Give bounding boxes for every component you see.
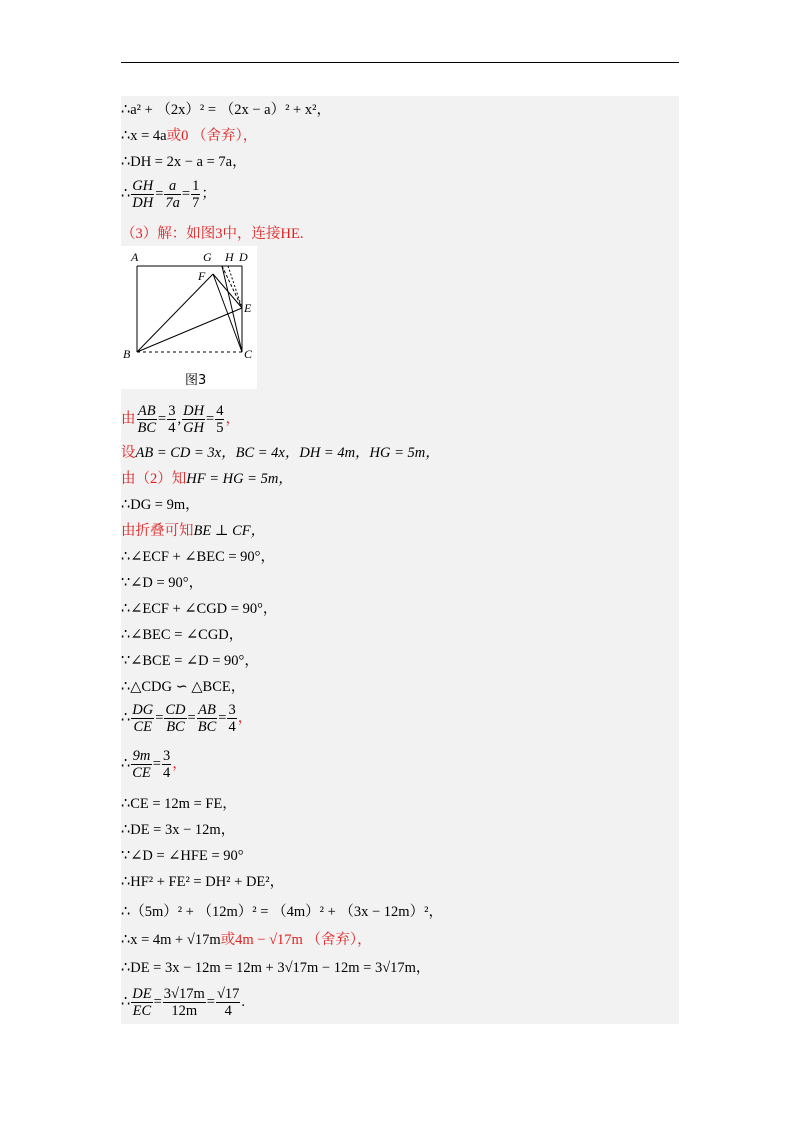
line-13: ∴∠ECF + ∠CGD = 90°， <box>121 601 278 617</box>
line-18: ∴ $\frac{9m}{CE}$ = $\frac{3}{4}$ ， <box>121 748 187 781</box>
line-10: 由折叠可知BE ⊥ CF， <box>121 523 266 539</box>
line-19: ∴CE = 12m = FE， <box>121 796 237 812</box>
line-15: ∵∠BCE = ∠D = 90°， <box>121 653 259 669</box>
line-3: ∴DH = 2x − a = 7a， <box>121 154 247 170</box>
line-25: ∴DE = 3x − 12m = 12m + 3√17m − 12m = 3√17m， <box>121 960 431 976</box>
line-24: ∴x = 4m + √17m或4m − √17m （舍弃）， <box>121 932 372 948</box>
line-4: ∴ $\frac{GH}{DH}$ = $\frac{a}{7a}$ = $\frac{1}{7}$ ； <box>121 178 216 211</box>
line-17: ∴ $\frac{DG}{CE}$ = $\frac{CD}{BC}$ = $\frac{AB}{BC}$ = $\frac{3}{4}$ ， <box>121 702 253 735</box>
line-22: ∴HF² + FE² = DH² + DE²， <box>121 874 285 890</box>
label-E: E <box>244 301 252 315</box>
header-rule <box>121 62 679 63</box>
line-20: ∴DE = 3x − 12m， <box>121 822 236 838</box>
line-26: ∴ $\frac{DE}{EC}$ = $\frac{3√17m}{12m}$ = $\frac{√17}{4}$ . <box>121 986 246 1019</box>
line-12: ∵∠D = 90°， <box>121 575 204 591</box>
line-21: ∵∠D = ∠HFE = 90° <box>121 848 244 864</box>
figure-caption: 图3 <box>185 373 207 388</box>
line-2: ∴x = 4a或0 （舍弃）， <box>121 128 258 144</box>
line-16: ∴△CDG ∽ △BCE， <box>121 679 246 695</box>
label-A: A <box>131 250 139 264</box>
geometry-diagram <box>121 246 257 389</box>
line-14: ∴∠BEC = ∠CGD， <box>121 627 244 643</box>
line-6: 由 $\frac{AB}{BC}$ = $\frac{3}{4}$ , $\frac{DH}{GH}$ = $\frac{4}{5}$ ， <box>121 403 240 436</box>
line-8: 由（2）知HF = HG = 5m， <box>121 471 293 487</box>
label-C: C <box>244 347 253 361</box>
line-7: 设AB = CD = 3x，BC = 4x，DH = 4m，HG = 5m， <box>121 445 440 461</box>
line-5: （3）解：如图3中，连接HE. <box>121 226 304 242</box>
label-H: H <box>225 250 234 264</box>
label-B: B <box>123 347 131 361</box>
label-D: D <box>239 250 248 264</box>
line-1: ∴a² + （2x）² = （2x − a）² + x²， <box>121 102 331 118</box>
label-G: G <box>203 250 212 264</box>
line-23: ∴（5m）² + （12m）² = （4m）² + （3x − 12m）²， <box>121 904 443 920</box>
solution-content <box>121 96 679 1024</box>
figure-3 <box>121 246 257 389</box>
line-11: ∴∠ECF + ∠BEC = 90°， <box>121 549 275 565</box>
label-F: F <box>198 269 206 283</box>
line-9: ∴DG = 9m， <box>121 497 200 513</box>
